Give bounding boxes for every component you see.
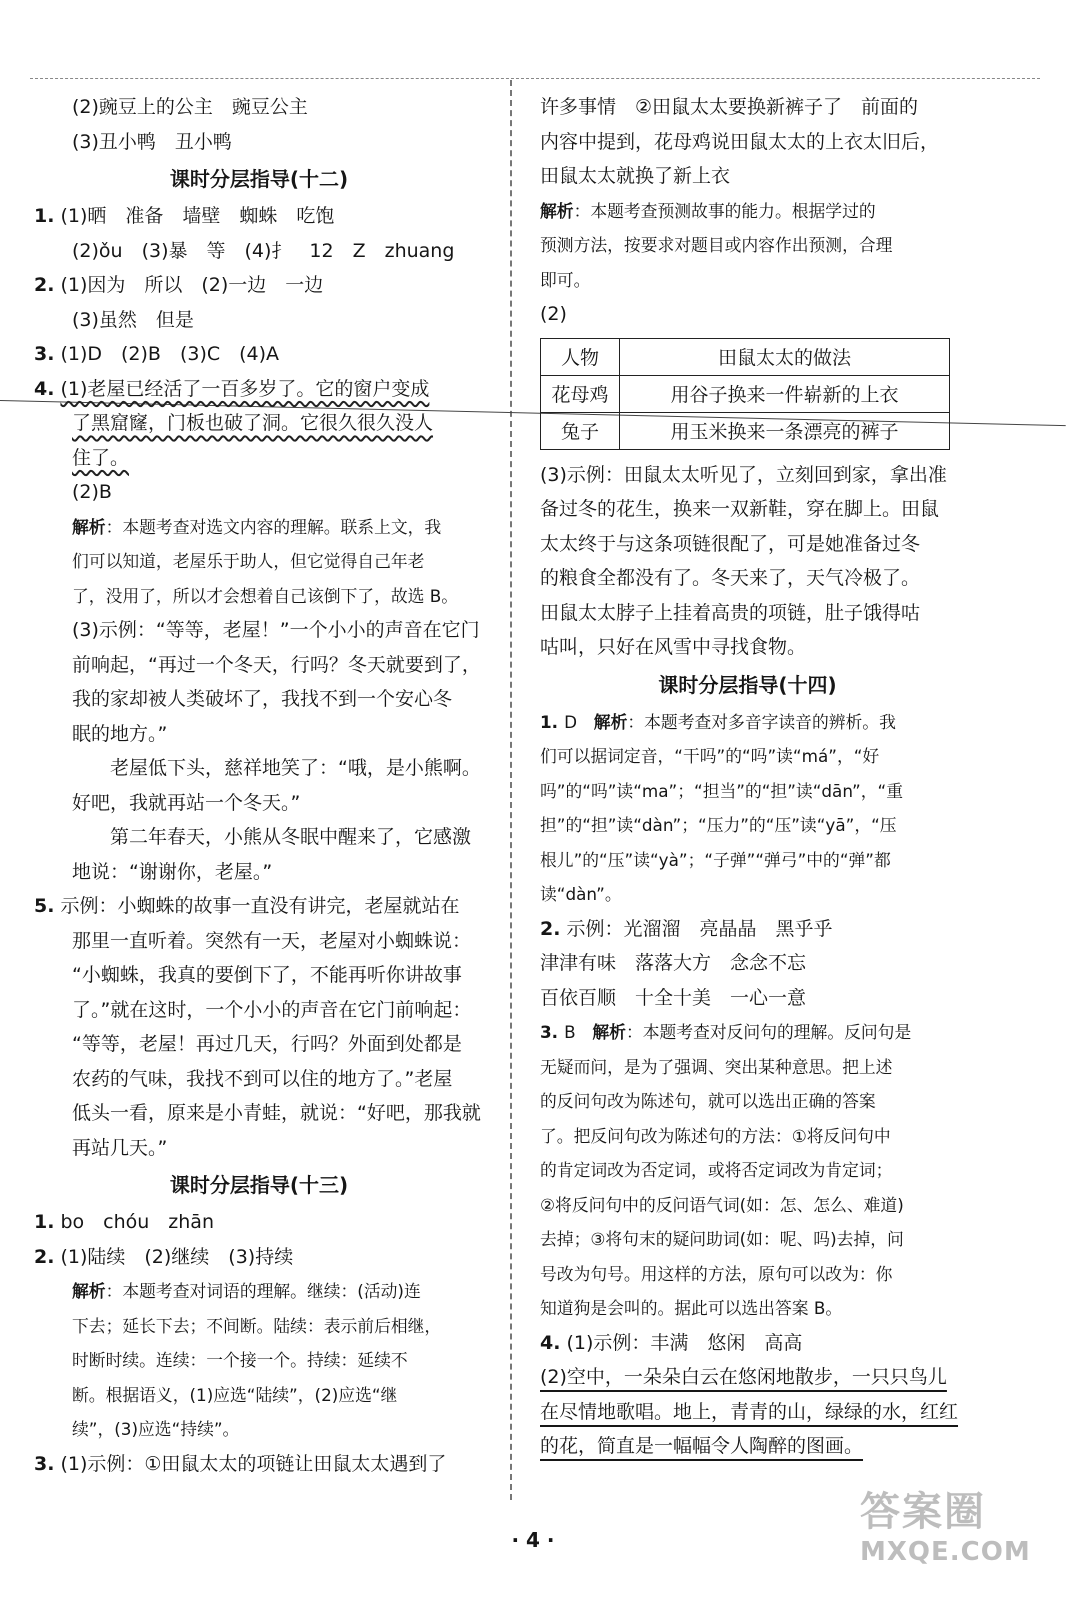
explanation-text: 了，没用了，所以才会想着自己该倒下了，故选 B。 bbox=[72, 585, 459, 606]
question-number: 5. bbox=[34, 895, 55, 917]
top-dashed-rule bbox=[30, 78, 1040, 79]
answer-text: (1)示例：①田鼠太太的项链让田鼠太太遇到了 bbox=[60, 1452, 447, 1475]
answer-line: 那里一直听着。突然有一天，老屋对小蜘蛛说： bbox=[72, 929, 472, 952]
explanation-text: 预测方法，按要求对题目或内容作出预测，合理 bbox=[540, 235, 893, 255]
answer-line: 津津有味 落落大方 念念不忘 bbox=[540, 952, 807, 974]
page-number: · 4 · bbox=[511, 1528, 555, 1552]
answer-line: 的粮食全都没有了。冬天来了，天气冷极了。 bbox=[540, 567, 921, 589]
answer-text: (1)D (2)B (3)C (4)A bbox=[60, 343, 280, 365]
answer-line: (3)虽然 但是 bbox=[72, 308, 194, 331]
answer-line: (3)丑小鸭 丑小鸭 bbox=[72, 130, 232, 153]
answer-line: 低头一看，原来是小青蛙，就说：“好吧，那我就 bbox=[72, 1102, 481, 1124]
underlined-answer: 的花，简直是一幅幅令人陶醉的图画。 bbox=[540, 1435, 864, 1457]
explanation-text: ②将反问句中的反问语气词(如：怎、怎么、难道) bbox=[540, 1194, 904, 1215]
answer-paragraph: 第二年春天，小熊从冬眠中醒来了，它感激 bbox=[110, 826, 472, 848]
watermark-text: 答案圈 bbox=[860, 1489, 986, 1535]
explanation-label: 解析 bbox=[592, 1022, 626, 1042]
explanation-text: ：本题考查对选文内容的理解。联系上文，我 bbox=[105, 516, 442, 537]
explanation-text: 号改为句号。用这样的方法，原句可以改为：你 bbox=[540, 1263, 893, 1284]
explanation-text: 们可以据词定音，“干吗”的“吗”读“má”，“好 bbox=[540, 746, 880, 766]
answer-text: D bbox=[564, 711, 594, 732]
answer-line: 许多事情 ②田鼠太太要换新裤子了 前面的 bbox=[540, 96, 919, 118]
table-cell: 花母鸡 bbox=[541, 375, 620, 412]
explanation-text: 知道狗是会叫的。据此可以选出答案 B。 bbox=[540, 1298, 843, 1318]
explanation-text: 无疑而问，是为了强调、突出某种意思。把上述 bbox=[540, 1056, 893, 1077]
answer-line: 地说：“谢谢你，老屋。” bbox=[72, 860, 273, 883]
explanation-label: 解析 bbox=[72, 516, 106, 537]
question-number: 4. bbox=[34, 377, 55, 400]
underlined-answer: 在尽情地歌唱。地上，青青的山，绿绿的水，红红 bbox=[540, 1400, 959, 1423]
answer-line: (2) bbox=[540, 303, 567, 325]
explanation-text: 的肯定词改为否定词，或将否定词改为肯定词； bbox=[540, 1160, 893, 1180]
explanation-text: 的反问句改为陈述句，就可以选出正确的答案 bbox=[540, 1091, 876, 1111]
column-divider bbox=[510, 80, 512, 1500]
section-title-13: 课时分层指导(十三) bbox=[169, 1173, 349, 1197]
answer-text: (1)示例：丰满 悠闲 高高 bbox=[566, 1331, 803, 1354]
watermark-logo bbox=[860, 1480, 1050, 1590]
question-number: 1. bbox=[34, 1211, 55, 1233]
table-row bbox=[541, 375, 950, 412]
answer-table bbox=[540, 338, 950, 450]
answer-line: 田鼠太太脖子上挂着高贵的项链，肚子饿得咕 bbox=[540, 601, 921, 624]
question-number: 2. bbox=[540, 917, 561, 940]
explanation-label: 解析 bbox=[593, 711, 628, 732]
explanation-text: 担”的“担”读“dàn”；“压力”的“压”读“yā”，“压 bbox=[540, 815, 897, 835]
section-title-12: 课时分层指导(十二) bbox=[169, 167, 349, 191]
right-column bbox=[540, 90, 959, 1464]
answer-text: (1)晒 准备 墙壁 蜘蛛 吃饱 bbox=[60, 205, 335, 227]
answer-line: 我的家却被人类破坏了，我找不到一个安心冬 bbox=[72, 688, 453, 710]
explanation-text: 根儿”的“压”读“yà”；“子弹”“弹弓”中的“弹”都 bbox=[540, 849, 891, 870]
answer-line: 田鼠太太就换了新上衣 bbox=[540, 165, 731, 187]
question-number: 4. bbox=[540, 1331, 561, 1354]
answer-text: 示例：小蜘蛛的故事一直没有讲完，老屋就站在 bbox=[60, 895, 460, 917]
answer-line: (3)示例：“等等，老屋！”一个小小的声音在它门 bbox=[72, 619, 480, 641]
explanation-label: 解析 bbox=[540, 200, 574, 221]
table-header-cell: 田鼠太太的做法 bbox=[620, 338, 950, 375]
answer-line: 再站几天。” bbox=[72, 1136, 168, 1159]
section-title-14: 课时分层指导(十四) bbox=[658, 672, 837, 697]
table-cell: 兔子 bbox=[541, 412, 620, 449]
answer-line: 备过冬的花生，换来一双新鞋，穿在脚上。田鼠 bbox=[540, 498, 940, 520]
explanation-text: 即可。 bbox=[540, 269, 591, 290]
question-number: 3. bbox=[34, 1452, 55, 1475]
explanation-text: 断。根据语义，(1)应选“陆续”，(2)应选“继 bbox=[72, 1384, 398, 1405]
explanation-text: 读“dàn”。 bbox=[540, 884, 622, 904]
left-column bbox=[34, 90, 484, 1481]
answer-line: 内容中提到，花母鸡说田鼠太太的上衣太旧后， bbox=[540, 130, 940, 153]
answer-line: (3)示例：田鼠太太听见了，立刻回到家，拿出准 bbox=[540, 463, 947, 486]
wavy-underlined-answer: 了黑窟窿，门板也破了洞。它很久很久没人 bbox=[72, 412, 434, 434]
table-row bbox=[541, 412, 950, 449]
explanation-text: 续”，(3)应选“持续”。 bbox=[72, 1419, 240, 1439]
question-number: 3. bbox=[34, 343, 55, 365]
table-cell: 用玉米换来一条漂亮的裤子 bbox=[620, 412, 950, 449]
answer-text: bo chóu zhān bbox=[60, 1211, 214, 1233]
answer-line: 咕叫，只好在风雪中寻找食物。 bbox=[540, 636, 807, 658]
question-number: 2. bbox=[34, 1245, 55, 1268]
table-header-cell: 人物 bbox=[541, 338, 620, 375]
underlined-answer: (2)空中，一朵朵白云在悠闲地散步，一只只鸟儿 bbox=[540, 1366, 947, 1388]
explanation-text: ：本题考查预测故事的能力。根据学过的 bbox=[573, 200, 876, 221]
answer-line: 农药的气味，我找不到可以住的地方了。”老屋 bbox=[72, 1067, 453, 1090]
answer-line: 了。”就在这时，一个小小的声音在它门前响起： bbox=[72, 998, 472, 1021]
answer-line: (2)豌豆上的公主 豌豆公主 bbox=[72, 96, 308, 118]
question-number: 1. bbox=[540, 711, 559, 732]
wavy-underlined-answer: (1)老屋已经活了一百多岁了。它的窗户变成 bbox=[60, 377, 430, 400]
answer-text: 示例：光溜溜 亮晶晶 黑乎乎 bbox=[566, 917, 833, 940]
wavy-underlined-answer: 住了。 bbox=[72, 446, 130, 469]
explanation-text: ：本题考查对反问句的理解。反问句是 bbox=[625, 1022, 912, 1042]
explanation-text: 了。把反问句改为陈述句的方法：①将反问句中 bbox=[540, 1125, 891, 1146]
answer-paragraph: 老屋低下头，慈祥地笑了：“哦，是小熊啊。 bbox=[110, 757, 481, 779]
explanation-text: 下去；延长下去；不间断。陆续：表示前后相继， bbox=[72, 1315, 442, 1336]
answer-line: 太太终于与这条项链很配了，可是她准备过冬 bbox=[540, 532, 921, 555]
answer-line: “等等，老屋！再过几天，行吗？外面到处都是 bbox=[72, 1033, 462, 1055]
answer-line: 百依百顺 十全十美 一心一意 bbox=[540, 986, 807, 1009]
question-number: 3. bbox=[540, 1022, 559, 1042]
answer-text: B bbox=[564, 1022, 593, 1042]
explanation-text: ：本题考查对多音字读音的辨析。我 bbox=[627, 711, 896, 732]
explanation-text: 们可以知道，老屋乐于助人，但它觉得自己年老 bbox=[72, 551, 425, 571]
explanation-text: 去掉；③将句末的疑问助词(如：呢、吗)去掉，问 bbox=[540, 1229, 904, 1249]
answer-line: (2)B bbox=[72, 481, 112, 503]
answer-line: 前响起，“再过一个冬天，行吗？冬天就要到了， bbox=[72, 653, 481, 676]
answer-text: (1)因为 所以 (2)一边 一边 bbox=[60, 274, 324, 296]
table-cell: 用谷子换来一件崭新的上衣 bbox=[620, 375, 950, 412]
answer-line: 眠的地方。” bbox=[72, 722, 168, 745]
answer-line: “小蜘蛛，我真的要倒下了，不能再听你讲故事 bbox=[72, 964, 462, 986]
answer-line: (2)ǒu (3)暴 等 (4)扌 12 Z zhuang bbox=[72, 239, 455, 262]
answer-text: (1)陆续 (2)继续 (3)持续 bbox=[60, 1245, 294, 1268]
explanation-label: 解析 bbox=[72, 1281, 106, 1301]
watermark-url: MXQE.COM bbox=[860, 1537, 1031, 1567]
explanation-text: ：本题考查对词语的理解。继续：(活动)连 bbox=[105, 1281, 421, 1301]
answer-line: 好吧，我就再站一个冬天。” bbox=[72, 791, 301, 814]
table-row bbox=[541, 338, 950, 375]
explanation-text: 时断时续。连续：一个接一个。持续：延续不 bbox=[72, 1350, 408, 1370]
question-number: 1. bbox=[34, 205, 55, 227]
explanation-text: 吗”的“吗”读“ma”；“担当”的“担”读“dān”，“重 bbox=[540, 780, 903, 801]
question-number: 2. bbox=[34, 274, 55, 296]
